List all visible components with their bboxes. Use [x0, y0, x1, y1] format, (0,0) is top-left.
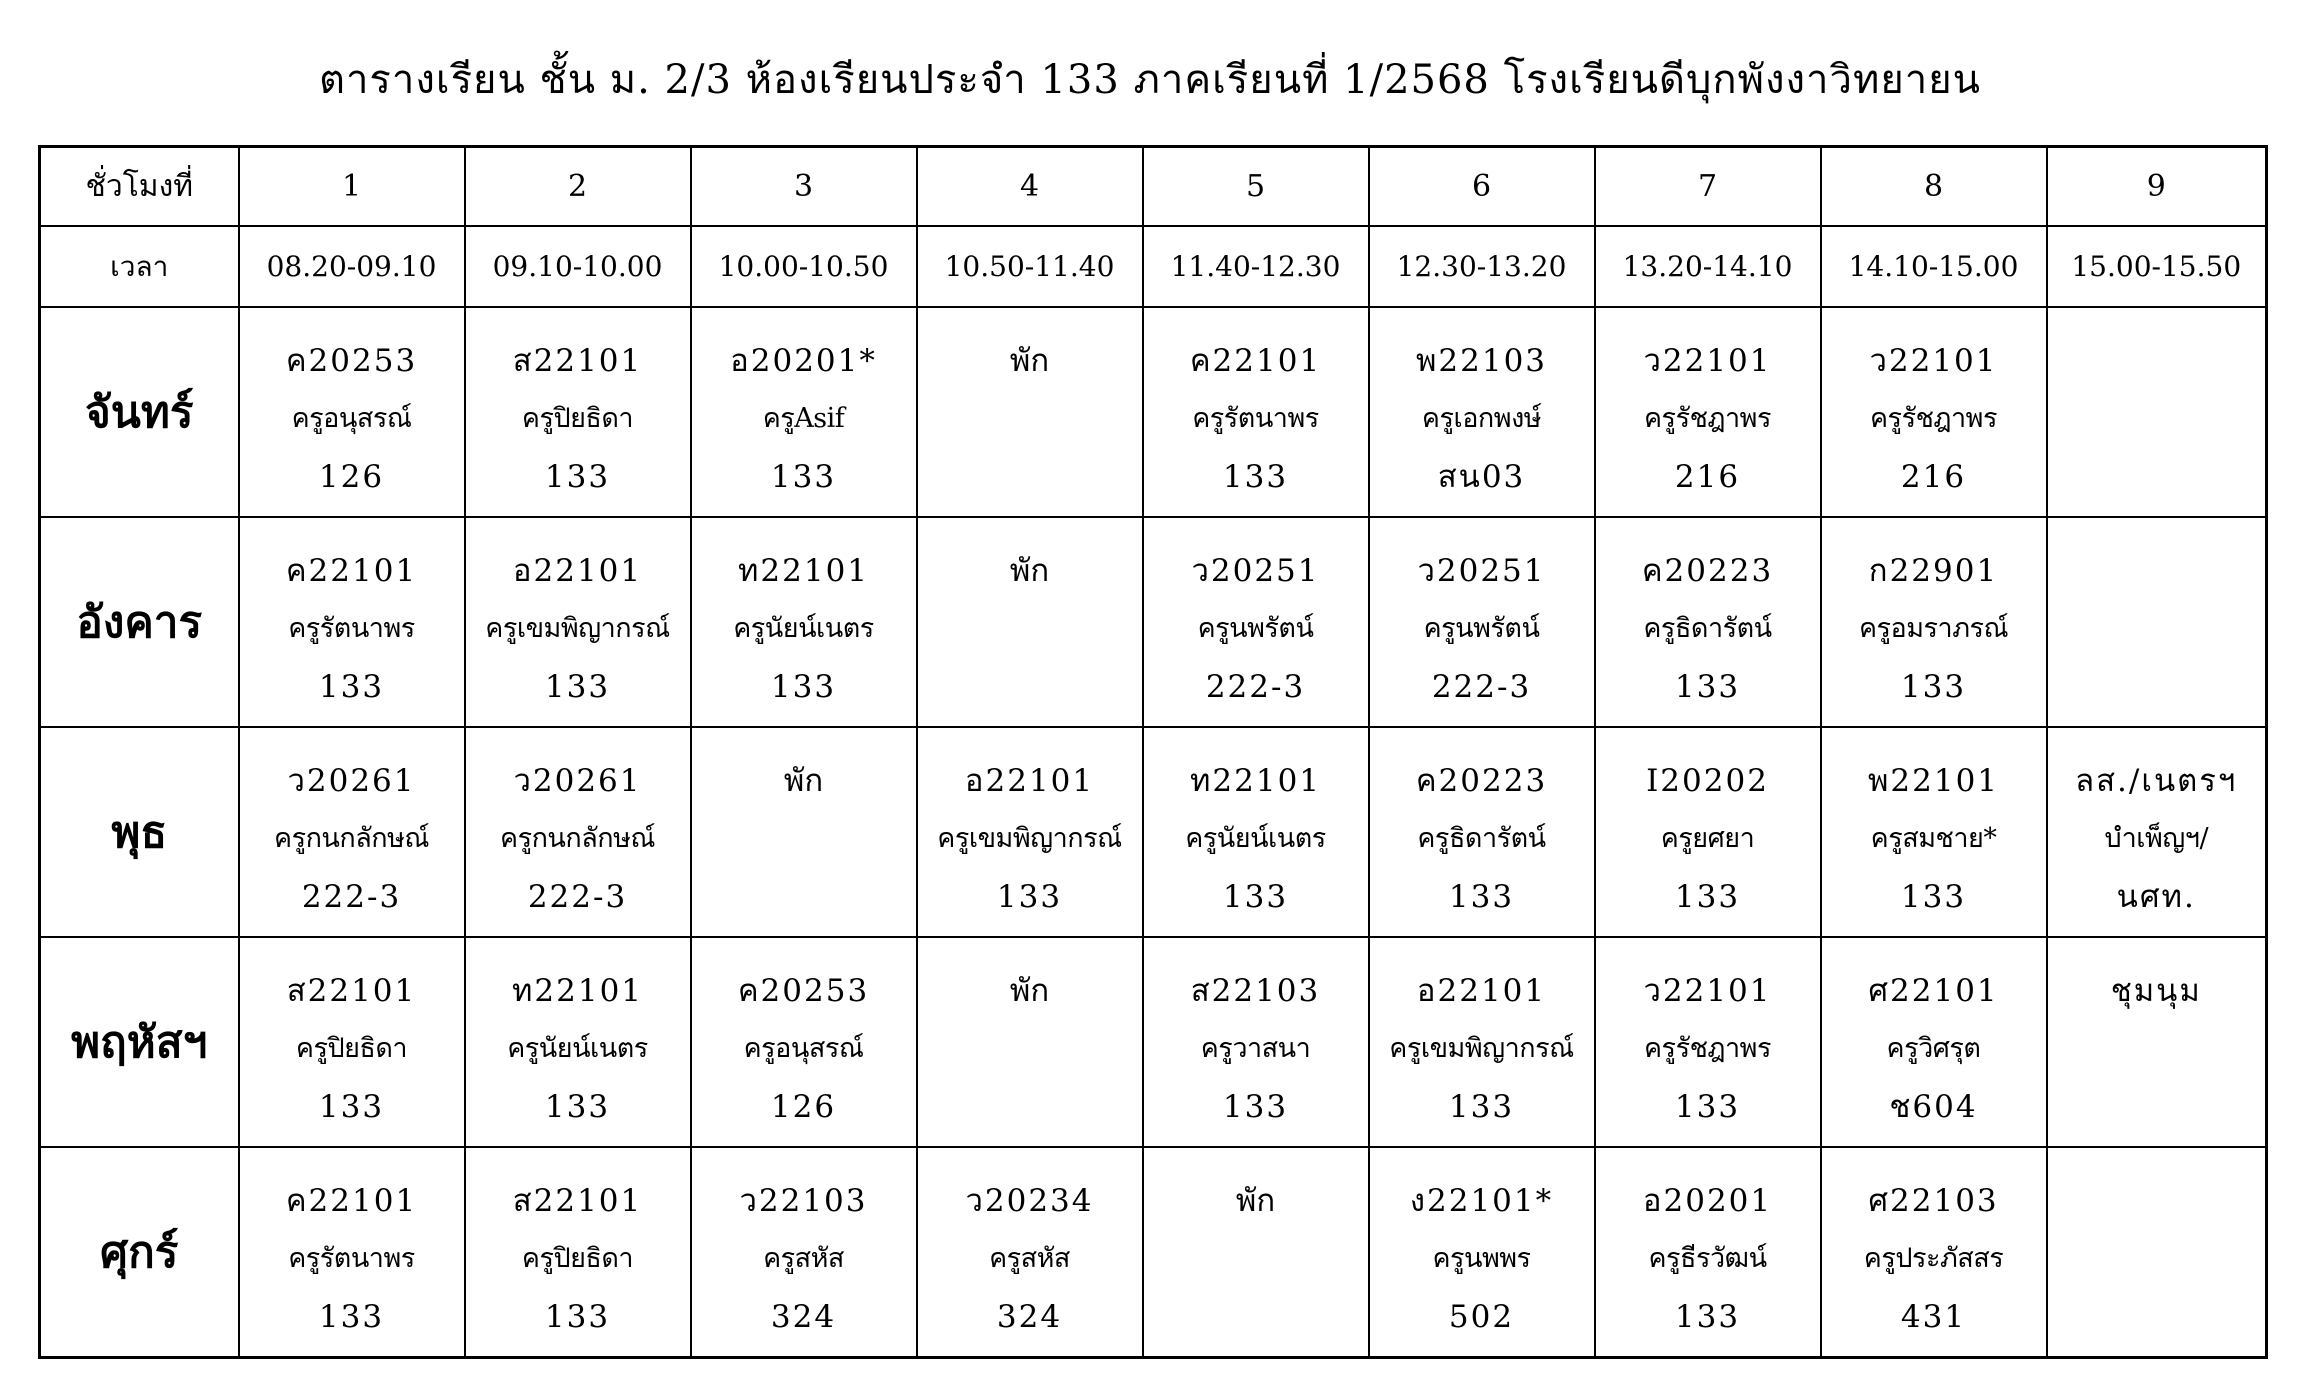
- room-number: สน03: [1437, 459, 1526, 495]
- schedule-cell: [239, 307, 465, 517]
- subject-code: ว20261: [513, 763, 642, 799]
- room-number: 133: [544, 1299, 611, 1335]
- schedule-cell: [239, 1147, 465, 1358]
- schedule-cell-content: [466, 1148, 690, 1346]
- period-number: 3: [691, 147, 917, 227]
- teacher-name: ครูสหัส: [989, 1243, 1070, 1274]
- subject-code: ค22101: [1189, 343, 1322, 379]
- period-time: 14.10-15.00: [1821, 226, 2047, 307]
- schedule-cell: [691, 1147, 917, 1358]
- schedule-cell-content: [692, 308, 916, 506]
- schedule-cell-content: [2048, 308, 2266, 332]
- schedule-cell: [465, 1147, 691, 1358]
- room-number: 431: [1900, 1299, 1967, 1335]
- teacher-name: ครูยศยา: [1660, 823, 1755, 854]
- schedule-cell: [2047, 517, 2267, 727]
- schedule-cell: [1595, 517, 1821, 727]
- schedule-cell: [1595, 307, 1821, 517]
- schedule-cell: [917, 1147, 1143, 1358]
- day-label: ศุกร์: [40, 1147, 239, 1358]
- schedule-cell-content: [2048, 518, 2266, 542]
- schedule-cell-content: [1596, 308, 1820, 506]
- subject-code: ลส./เนตรฯ: [2075, 763, 2238, 799]
- subject-code: ค22101: [285, 553, 418, 589]
- schedule-cell: [239, 727, 465, 937]
- room-number: 216: [1674, 459, 1741, 495]
- period-label: ชั่วโมงที่: [40, 147, 239, 227]
- teacher-name: ครูAsif: [762, 403, 845, 434]
- period-number: 4: [917, 147, 1143, 227]
- teacher-name: ครูปิยธิดา: [521, 1243, 634, 1274]
- schedule-cell-content: [240, 938, 464, 1136]
- subject-code: พ22103: [1415, 343, 1548, 379]
- schedule-cell-content: [1822, 518, 2046, 716]
- teacher-name: ครูธีรวัฒน์: [1648, 1243, 1767, 1274]
- schedule-cell: [1369, 1147, 1595, 1358]
- room-number: นศท.: [2116, 879, 2196, 915]
- room-number: 133: [544, 669, 611, 705]
- room-number: 133: [1674, 1299, 1741, 1335]
- subject-code: ท22101: [737, 553, 870, 589]
- schedule-cell-content: [1596, 728, 1820, 926]
- period-number: 2: [465, 147, 691, 227]
- teacher-name: ครูรัตนาพร: [1192, 403, 1319, 434]
- schedule-cell: [1369, 937, 1595, 1147]
- day-row: [40, 1147, 2267, 1358]
- period-time: 12.30-13.20: [1369, 226, 1595, 307]
- schedule-cell: [465, 937, 691, 1147]
- schedule-cell-content: [2048, 728, 2266, 926]
- schedule-cell: [239, 517, 465, 727]
- schedule-cell-content: [692, 938, 916, 1136]
- period-time: 10.00-10.50: [691, 226, 917, 307]
- subject-code: ศ22101: [1868, 973, 1999, 1009]
- schedule-cell-content: [240, 728, 464, 926]
- schedule-cell: [2047, 727, 2267, 937]
- teacher-name: ครูสมชาย*: [1870, 823, 1997, 854]
- schedule-cell: [691, 307, 917, 517]
- schedule-cell-content: [1596, 518, 1820, 716]
- schedule-cell-content: [240, 1148, 464, 1346]
- period-time: 11.40-12.30: [1143, 226, 1369, 307]
- break-label: พัก: [1235, 1183, 1276, 1219]
- teacher-name: ครูนพพร: [1432, 1243, 1531, 1274]
- teacher-name: ครูประภัสสร: [1863, 1243, 2004, 1274]
- schedule-cell-content: [1144, 308, 1368, 506]
- day-rows: [40, 307, 2267, 1358]
- room-number: 133: [1900, 669, 1967, 705]
- schedule-cell: [1143, 1147, 1369, 1358]
- room-number: 133: [318, 1089, 385, 1125]
- period-number: 9: [2047, 147, 2267, 227]
- subject-code: ศ22103: [1868, 1183, 1999, 1219]
- room-number: 133: [1222, 1089, 1289, 1125]
- room-number: 133: [996, 879, 1063, 915]
- period-number: 6: [1369, 147, 1595, 227]
- schedule-cell-content: [692, 518, 916, 716]
- room-number: 133: [1222, 459, 1289, 495]
- teacher-name: ครูเขมพิญากรณ์: [937, 823, 1122, 854]
- period-time: 15.00-15.50: [2047, 226, 2267, 307]
- teacher-name: ครูนัยน์เนตร: [733, 613, 874, 644]
- room-number: 133: [318, 1299, 385, 1335]
- room-number: 126: [318, 459, 385, 495]
- subject-code: ท22101: [511, 973, 644, 1009]
- room-number: 133: [318, 669, 385, 705]
- schedule-cell-content: [1144, 518, 1368, 716]
- room-number: 133: [1448, 1089, 1515, 1125]
- schedule-cell: [1143, 517, 1369, 727]
- period-time: 09.10-10.00: [465, 226, 691, 307]
- room-number: 222-3: [1431, 669, 1532, 705]
- schedule-cell-content: [692, 1148, 916, 1346]
- schedule-cell: [1369, 307, 1595, 517]
- schedule-cell: [917, 937, 1143, 1147]
- subject-code: พ22101: [1867, 763, 2000, 799]
- subject-code: อ20201: [1642, 1183, 1773, 1219]
- schedule-cell-content: [466, 728, 690, 926]
- teacher-name: ครูปิยธิดา: [295, 1033, 408, 1064]
- schedule-cell: [2047, 1147, 2267, 1358]
- schedule-cell: [1821, 937, 2047, 1147]
- schedule-cell-content: [1144, 728, 1368, 926]
- break-label: พัก: [1009, 343, 1050, 379]
- room-number: 126: [770, 1089, 837, 1125]
- room-number: 133: [770, 669, 837, 705]
- schedule-cell-content: [918, 308, 1142, 390]
- time-header-row: [40, 226, 2267, 307]
- break-label: พัก: [783, 763, 824, 799]
- schedule-cell-content: [918, 728, 1142, 926]
- subject-code: ว22101: [1643, 973, 1772, 1009]
- schedule-cell-content: [1370, 938, 1594, 1136]
- room-number: 133: [1448, 879, 1515, 915]
- period-time: 10.50-11.40: [917, 226, 1143, 307]
- schedule-cell: [917, 517, 1143, 727]
- schedule-cell-content: [1822, 728, 2046, 926]
- subject-code: ว22103: [739, 1183, 868, 1219]
- day-label: พุธ: [40, 727, 239, 937]
- subject-code: ค22101: [285, 1183, 418, 1219]
- teacher-name: ครูปิยธิดา: [521, 403, 634, 434]
- day-row: [40, 517, 2267, 727]
- teacher-name: ครูธิดารัตน์: [1643, 613, 1772, 644]
- subject-code: ส22101: [512, 1183, 643, 1219]
- schedule-cell: [1821, 727, 2047, 937]
- schedule-cell: [1595, 937, 1821, 1147]
- schedule-cell: [1143, 307, 1369, 517]
- schedule-cell-content: [1370, 518, 1594, 716]
- schedule-cell: [2047, 307, 2267, 517]
- room-number: 324: [770, 1299, 837, 1335]
- teacher-name: ครูวาสนา: [1200, 1033, 1311, 1064]
- subject-code: ค20223: [1641, 553, 1774, 589]
- day-label: พฤหัสฯ: [40, 937, 239, 1147]
- period-number: 5: [1143, 147, 1369, 227]
- timetable: [38, 145, 2268, 1359]
- teacher-name: บำเพ็ญฯ/: [2104, 823, 2209, 854]
- teacher-name: ครูรัชฎาพร: [1644, 403, 1771, 434]
- subject-code: ว20234: [965, 1183, 1094, 1219]
- teacher-name: ครูวิศรุต: [1886, 1033, 1981, 1064]
- room-number: 222-3: [1205, 669, 1306, 705]
- schedule-cell: [1595, 727, 1821, 937]
- subject-code: ท22101: [1189, 763, 1322, 799]
- period-time: 08.20-09.10: [239, 226, 465, 307]
- subject-code: ว20251: [1191, 553, 1320, 589]
- schedule-cell-content: [1822, 308, 2046, 506]
- subject-code: ว22101: [1869, 343, 1998, 379]
- room-number: 222-3: [301, 879, 402, 915]
- schedule-cell: [691, 937, 917, 1147]
- schedule-cell-content: [918, 518, 1142, 600]
- room-number: 133: [544, 1089, 611, 1125]
- break-label: พัก: [1009, 553, 1050, 589]
- room-number: 324: [996, 1299, 1063, 1335]
- schedule-cell-content: [466, 518, 690, 716]
- subject-code: I20202: [1646, 763, 1769, 799]
- schedule-cell: [917, 307, 1143, 517]
- teacher-name: ครูรัชฎาพร: [1870, 403, 1997, 434]
- schedule-cell: [1143, 727, 1369, 937]
- subject-code: ส22101: [512, 343, 643, 379]
- teacher-name: ครูรัตนาพร: [288, 1243, 415, 1274]
- day-label: อังคาร: [40, 517, 239, 727]
- subject-code: อ20201*: [730, 343, 877, 379]
- schedule-cell-content: [1144, 938, 1368, 1136]
- schedule-cell-content: [240, 308, 464, 506]
- schedule-cell-content: [2048, 938, 2266, 1020]
- teacher-name: ครูนัยน์เนตร: [507, 1033, 648, 1064]
- teacher-name: ครูรัชฎาพร: [1644, 1033, 1771, 1064]
- teacher-name: ครูเขมพิญากรณ์: [485, 613, 670, 644]
- subject-code: ค20253: [737, 973, 870, 1009]
- schedule-cell-content: [1370, 1148, 1594, 1346]
- subject-code: อ22101: [964, 763, 1095, 799]
- room-number: 133: [1900, 879, 1967, 915]
- day-row: [40, 307, 2267, 517]
- day-row: [40, 727, 2267, 937]
- schedule-cell: [1821, 1147, 2047, 1358]
- schedule-cell-content: [466, 938, 690, 1136]
- subject-code: ก22901: [1868, 553, 1999, 589]
- schedule-cell: [1821, 517, 2047, 727]
- teacher-name: ครูกนกลักษณ์: [274, 823, 429, 854]
- subject-code: อ22101: [512, 553, 643, 589]
- schedule-cell: [1821, 307, 2047, 517]
- period-number: 8: [1821, 147, 2047, 227]
- period-number: 7: [1595, 147, 1821, 227]
- teacher-name: ครูอนุสรณ์: [291, 403, 412, 434]
- teacher-name: ครูนพรัตน์: [1197, 613, 1314, 644]
- schedule-cell: [239, 937, 465, 1147]
- room-number: 222-3: [527, 879, 628, 915]
- teacher-name: ครูรัตนาพร: [288, 613, 415, 644]
- teacher-name: ครูสหัส: [763, 1243, 844, 1274]
- day-label: จันทร์: [40, 307, 239, 517]
- schedule-cell: [917, 727, 1143, 937]
- teacher-name: ครูอนุสรณ์: [743, 1033, 864, 1064]
- teacher-name: ครูเอกพงษ์: [1421, 403, 1542, 434]
- subject-code: ค20253: [285, 343, 418, 379]
- schedule-cell-content: [466, 308, 690, 506]
- schedule-cell-content: [2048, 1148, 2266, 1172]
- schedule-cell: [1369, 517, 1595, 727]
- subject-code: ส22101: [286, 973, 417, 1009]
- room-number: 502: [1448, 1299, 1515, 1335]
- subject-code: อ22101: [1416, 973, 1547, 1009]
- teacher-name: ครูอมราภรณ์: [1858, 613, 2009, 644]
- teacher-name: ครูกนกลักษณ์: [500, 823, 655, 854]
- schedule-cell-content: [1822, 1148, 2046, 1346]
- schedule-cell-content: [1370, 728, 1594, 926]
- subject-code: ว20261: [287, 763, 416, 799]
- schedule-cell-content: [918, 1148, 1142, 1346]
- subject-code: ว20251: [1417, 553, 1546, 589]
- schedule-cell: [691, 727, 917, 937]
- schedule-cell-content: [692, 728, 916, 810]
- teacher-name: ครูนพรัตน์: [1423, 613, 1540, 644]
- schedule-cell: [465, 307, 691, 517]
- time-label: เวลา: [40, 226, 239, 307]
- schedule-cell-content: [240, 518, 464, 716]
- schedule-cell: [465, 517, 691, 727]
- room-number: 133: [770, 459, 837, 495]
- subject-code: ง22101*: [1409, 1183, 1554, 1219]
- teacher-name: ครูธิดารัตน์: [1417, 823, 1546, 854]
- room-number: ช604: [1889, 1089, 1978, 1125]
- teacher-name: ครูนัยน์เนตร: [1185, 823, 1326, 854]
- room-number: 133: [1674, 1089, 1741, 1125]
- schedule-cell-content: [1144, 1148, 1368, 1230]
- period-time: 13.20-14.10: [1595, 226, 1821, 307]
- schedule-cell: [1369, 727, 1595, 937]
- day-row: [40, 937, 2267, 1147]
- room-number: 133: [1674, 669, 1741, 705]
- schedule-cell-content: [1596, 1148, 1820, 1346]
- room-number: 216: [1900, 459, 1967, 495]
- subject-code: ว22101: [1643, 343, 1772, 379]
- schedule-cell: [1143, 937, 1369, 1147]
- schedule-cell-content: [1370, 308, 1594, 506]
- subject-code: ค20223: [1415, 763, 1548, 799]
- room-number: 133: [544, 459, 611, 495]
- page-title: ตารางเรียน ชั้น ม. 2/3 ห้องเรียนประจำ 133 ภาคเรียนที่ 1/2568 โรงเรียนดีบุกพังงาวิทยายน: [318, 57, 1982, 103]
- schedule-cell-content: [1822, 938, 2046, 1136]
- room-number: 133: [1222, 879, 1289, 915]
- subject-code: ชุมนุม: [2110, 973, 2202, 1009]
- period-header-row: [40, 147, 2267, 227]
- schedule-cell: [691, 517, 917, 727]
- period-number: 1: [239, 147, 465, 227]
- schedule-cell-content: [918, 938, 1142, 1020]
- schedule-cell: [2047, 937, 2267, 1147]
- schedule-cell-content: [1596, 938, 1820, 1136]
- subject-code: ส22103: [1190, 973, 1321, 1009]
- schedule-cell: [1595, 1147, 1821, 1358]
- schedule-cell: [465, 727, 691, 937]
- break-label: พัก: [1009, 973, 1050, 1009]
- room-number: 133: [1674, 879, 1741, 915]
- teacher-name: ครูเขมพิญากรณ์: [1389, 1033, 1574, 1064]
